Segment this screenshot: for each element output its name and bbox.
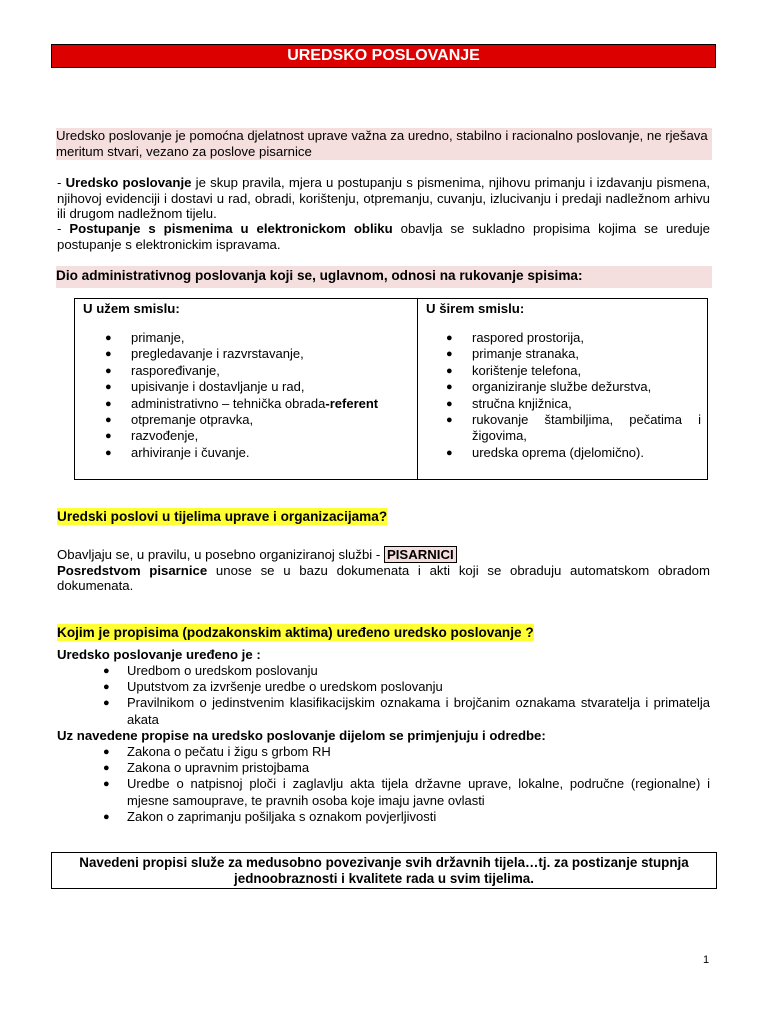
regulated-by-list: [57, 663, 710, 729]
bullet-icon: ●: [105, 397, 112, 410]
list-item: ● rukovanje štambiljima, pečatima i žigovima,: [446, 412, 701, 444]
regulated-by-heading: Uredsko poslovanje uređeno je :: [57, 647, 261, 662]
narrow-sense-list: [75, 330, 417, 461]
list-item: ● organiziranje službe dežurstva,: [446, 379, 652, 395]
bullet-icon: ●: [446, 348, 453, 361]
broad-sense-column: [418, 299, 708, 480]
bullet-icon: ●: [446, 381, 453, 394]
scope-table: [74, 298, 708, 480]
list-item: ● Uputstvom za izvršenje uredbe o uredskom poslovanju: [103, 678, 443, 694]
definition-term: Uredsko poslovanje: [65, 175, 192, 190]
list-item: ● administrativno – tehnička obrada-referent: [105, 395, 379, 411]
bullet-icon: ●: [446, 414, 453, 427]
list-item: ● primanje stranaka,: [446, 346, 579, 362]
list-item: ● Zakon o zaprimanju pošiljaka s oznakom povjerljivosti: [103, 809, 437, 825]
bullet-icon: ●: [446, 332, 453, 344]
bullet-icon: ●: [103, 697, 110, 710]
bullet-icon: ●: [105, 381, 112, 394]
bullet-icon: ●: [103, 680, 110, 693]
definition-term: Postupanje s pismenima u elektronickom obliku: [69, 221, 393, 236]
bullet-icon: ●: [446, 446, 453, 459]
bullet-icon: ●: [105, 364, 112, 377]
list-item: ● Zakona o pečatu i žigu s grbom RH: [103, 743, 331, 759]
narrow-sense-column: [75, 299, 418, 480]
list-item: ● raspored prostorija,: [446, 330, 584, 345]
list-item: ● Uredbe o natpisnoj ploči i zaglavlju akta tijela državne uprave, lokalne, područne (regionalne) i mjesne samouprave, te pravnih osoba koje imaju javne ovlasti: [103, 776, 710, 808]
pisarnici-highlight: PISARNICI: [384, 546, 457, 563]
also-applied-list: [57, 744, 710, 826]
answer-term: Posredstvom pisarnice: [57, 562, 208, 578]
list-item: ● otpremanje otpravka,: [105, 412, 254, 428]
list-item: ● primanje,: [105, 330, 185, 345]
bullet-icon: ●: [103, 778, 110, 791]
list-item: ● pregledavanje i razvrstavanje,: [105, 346, 304, 362]
bullet-icon: ●: [103, 664, 110, 677]
section-heading: Dio administrativnog poslovanja koji se, uglavnom, odnosi na rukovanje spisima:: [56, 266, 712, 288]
bullet-icon: ●: [446, 364, 453, 377]
page-number: 1: [703, 954, 710, 966]
broad-sense-heading: U širem smislu:: [426, 301, 525, 316]
definition-elektronicki-oblik: - Postupanje s pismenima u elektronickom obliku obavlja se sukladno propisima kojima se ureduje postupanje s elektronickim ispravama.: [57, 221, 710, 252]
list-item: ● razvođenje,: [105, 428, 199, 444]
list-item: ● raspoređivanje,: [105, 362, 220, 378]
list-item: ● upisivanje i dostavljanje u rad,: [105, 379, 305, 395]
bullet-icon: ●: [103, 811, 110, 824]
bullet-icon: ●: [105, 332, 112, 344]
bullet-icon: ●: [105, 414, 112, 427]
list-item: ● Uredbom o uredskom poslovanju: [103, 662, 318, 678]
regulation-section: [57, 647, 710, 826]
broad-sense-list: [418, 330, 707, 461]
list-item: ● stručna knjižnica,: [446, 395, 572, 411]
conclusion-box: Navedeni propisi služe za medusobno povezivanje svih državnih tijela…tj. za postizanje stupnja jednoobraznosti i kvalitete rada u svim tijelima.: [51, 852, 717, 889]
bullet-icon: ●: [105, 446, 112, 459]
answer-pisarnica: Obavljaju se, u pravilu, u posebno organiziranoj službi - PISARNICI Posredstvom pisarnice unose se u bazu dokumenata i akti koji se obraduju automatskom obradom dokumenata.: [57, 547, 710, 593]
list-item: ● Zakona o upravnim pristojbama: [103, 760, 310, 776]
definition-uredsko-poslovanje: - Uredsko poslovanje je skup pravila, mjera u postupanju s pismenima, njihovu primanju i izdavanju pismena, njihovoj evidenciji i dostavi u rad, obradi, korištenju, otpremanju, cuvanju, izlucivanju i predaji nadležnom arhivu ili drugom nadležnom tijelu.: [57, 175, 710, 221]
bullet-icon: ●: [105, 348, 112, 361]
bullet-icon: ●: [105, 430, 112, 443]
narrow-sense-heading: U užem smislu:: [83, 301, 180, 316]
bullet-icon: ●: [103, 762, 110, 775]
bullet-icon: ●: [446, 397, 453, 410]
list-item: ● Pravilnikom o jedinstvenim klasifikacijskim oznakama i brojčanim oznakama stvaratelja i primatelja akata: [103, 695, 710, 727]
intro-paragraph: Uredsko poslovanje je pomoćna djelatnost uprave važna za uredno, stabilno i racionalno poslovanje, ne rješava meritum stvari, vezano za poslove pisarnice: [56, 128, 712, 160]
list-item: ● korištenje telefona,: [446, 362, 582, 378]
page-title: UREDSKO POSLOVANJE: [51, 44, 716, 68]
list-item: ● uredska oprema (djelomično).: [446, 444, 644, 460]
list-item: ● arhiviranje i čuvanje.: [105, 444, 250, 460]
also-applied-heading: Uz navedene propise na uredsko poslovanje dijelom se primjenjuju i odredbe:: [57, 728, 546, 744]
question-propisi: Kojim je propisima (podzakonskim aktima) uređeno uredsko poslovanje ?: [57, 625, 534, 640]
referent-label: -referent: [325, 395, 379, 411]
question-uredski-poslovi: Uredski poslovi u tijelima uprave i organizacijama?: [57, 509, 388, 524]
bullet-icon: ●: [103, 745, 110, 758]
